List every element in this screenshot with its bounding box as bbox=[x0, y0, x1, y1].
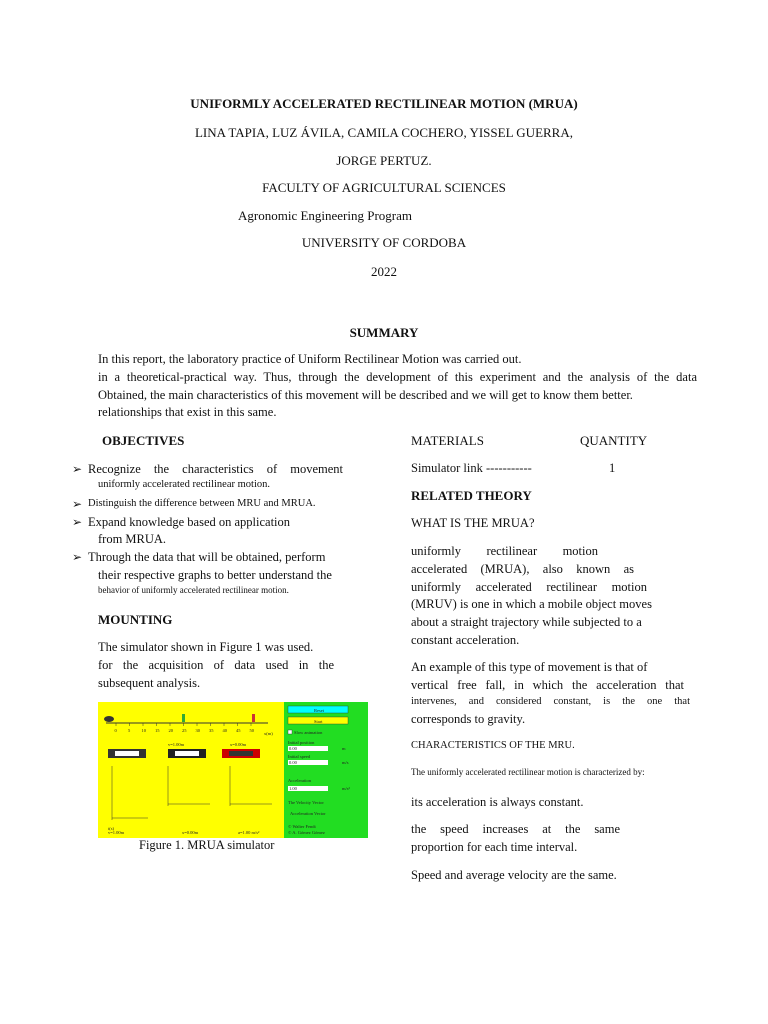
start-button-label: Start bbox=[314, 719, 323, 724]
characteristic-2-line-1: the speed increases at the same bbox=[411, 822, 620, 836]
mounting-line-1: The simulator shown in Figure 1 was used. bbox=[98, 640, 314, 654]
materials-item: Simulator link ----------- bbox=[411, 461, 532, 475]
bullet-arrow-icon: ➢ bbox=[72, 550, 83, 564]
panel-footer-2: © Walter Fendt bbox=[288, 824, 316, 829]
theory-p1-line-6: constant acceleration. bbox=[411, 633, 520, 647]
theory-p1-line-5: about a straight trajectory while subjected to a bbox=[411, 615, 642, 629]
related-theory-heading: RELATED THEORY bbox=[411, 488, 532, 503]
panel-value-2: 1.00 bbox=[289, 786, 297, 791]
faculty: FACULTY OF AGRICULTURAL SCIENCES bbox=[262, 180, 506, 195]
panel-row-0: Slow animation bbox=[294, 730, 323, 735]
materials-heading: MATERIALS bbox=[411, 433, 484, 448]
scale-tick-label: 0 bbox=[114, 728, 117, 733]
characteristics-heading: CHARACTERISTICS OF THE MRU. bbox=[411, 740, 575, 751]
scale-tick-label: 15 bbox=[155, 728, 160, 733]
panel-unit-1: m/s bbox=[342, 760, 349, 765]
mounting-line-2: for the acquisition of data used in the bbox=[98, 658, 334, 672]
objective-4-line-1: Through the data that will be obtained, perform bbox=[88, 550, 326, 564]
scale-tick-label: 40 bbox=[222, 728, 227, 733]
objectives-heading: OBJECTIVES bbox=[102, 433, 185, 448]
bullet-arrow-icon: ➢ bbox=[72, 497, 83, 511]
scale-tick-label: 25 bbox=[182, 728, 187, 733]
end-marker bbox=[252, 714, 255, 722]
panel-footer-3: © A. Gómez Gómez bbox=[288, 830, 325, 835]
graph-label-1: t(s) bbox=[108, 826, 114, 831]
panel-footer-1: Acceleration Vector bbox=[290, 811, 326, 816]
scale-tick-label: 30 bbox=[195, 728, 200, 733]
materials-quantity: 1 bbox=[609, 461, 616, 475]
authors-line-1: LINA TAPIA, LUZ ÁVILA, CAMILA COCHERO, YISSEL GUERRA, bbox=[194, 125, 573, 140]
readout-2: x=0.00m bbox=[230, 742, 247, 747]
theory-p1-line-2: accelerated (MRUA), also known as bbox=[411, 562, 634, 576]
panel-row-3: Acceleration bbox=[288, 778, 311, 783]
reset-button-label: Reset bbox=[314, 708, 324, 713]
summary-line-2: in a theoretical-practical way. Thus, through the development of this experiment and the analysis of the data bbox=[98, 370, 697, 384]
objective-2-line-1: Distinguish the difference between MRU and MRUA. bbox=[88, 498, 316, 509]
summary-heading: SUMMARY bbox=[349, 325, 419, 340]
theory-p1-line-1: uniformly rectilinear motion bbox=[411, 544, 598, 558]
characterized-by: The uniformly accelerated rectilinear motion is characterized by: bbox=[411, 767, 645, 777]
figure-caption: Figure 1. MRUA simulator bbox=[139, 838, 275, 852]
panel-row-1: Initial position bbox=[288, 740, 315, 745]
scale-tick-label: 20 bbox=[168, 728, 173, 733]
document-title: UNIFORMLY ACCELERATED RECTILINEAR MOTION (MRUA) bbox=[190, 96, 578, 111]
panel-value-1: 0.00 bbox=[289, 760, 297, 765]
theory-p2-line-1: An example of this type of movement is that of bbox=[411, 660, 648, 674]
mrua-simulator-figure bbox=[98, 702, 368, 838]
theory-p2-line-2: vertical free fall, in which the acceleration that bbox=[411, 678, 684, 692]
characteristic-1: its acceleration is always constant. bbox=[411, 795, 584, 809]
theory-p1-line-4: (MRUV) is one in which a mobile object moves bbox=[411, 597, 652, 611]
readout-2-bottom: x=0.00m bbox=[182, 830, 199, 835]
car-icon bbox=[104, 716, 114, 722]
bullet-arrow-icon: ➢ bbox=[72, 515, 83, 529]
start-marker bbox=[182, 714, 185, 722]
bullet-arrow-icon: ➢ bbox=[72, 462, 83, 476]
slow-animation-checkbox[interactable] bbox=[288, 730, 292, 734]
objective-1-line-1: Recognize the characteristics of movement bbox=[88, 462, 343, 476]
readout-3-bottom: a=1.00 m/s² bbox=[238, 830, 260, 835]
readout-1-bottom: v=1.00m bbox=[108, 830, 125, 835]
panel-unit-2: m/s² bbox=[342, 786, 350, 791]
objective-3-line-1: Expand knowledge based on application bbox=[88, 515, 291, 529]
objective-3-line-2: from MRUA. bbox=[98, 532, 167, 546]
theory-p2-line-4: corresponds to gravity. bbox=[411, 712, 526, 726]
program: Agronomic Engineering Program bbox=[238, 208, 413, 223]
what-is-mrua: WHAT IS THE MRUA? bbox=[411, 516, 535, 530]
theory-p1-line-3: uniformly accelerated rectilinear motion bbox=[411, 580, 647, 594]
authors-line-2: JORGE PERTUZ. bbox=[336, 153, 432, 168]
summary-line-4: relationships that exist in this same. bbox=[98, 405, 277, 419]
scale-unit: x(m) bbox=[264, 731, 273, 736]
panel-footer-0: The Velocity Vector bbox=[288, 800, 324, 805]
year: 2022 bbox=[371, 264, 397, 279]
objective-4-line-2: their respective graphs to better understand the bbox=[98, 568, 332, 582]
university: UNIVERSITY OF CORDOBA bbox=[301, 235, 467, 250]
panel-unit-0: m bbox=[342, 746, 346, 751]
scale-tick-label: 35 bbox=[209, 728, 214, 733]
panel-row-2: Initial speed bbox=[288, 754, 311, 759]
summary-line-3: Obtained, the main characteristics of this movement will be described and we will get to know them better. bbox=[98, 388, 633, 402]
mounting-line-3: subsequent analysis. bbox=[98, 676, 201, 690]
scale-tick-label: 45 bbox=[236, 728, 241, 733]
characteristic-3: Speed and average velocity are the same. bbox=[411, 868, 617, 882]
quantity-heading: QUANTITY bbox=[580, 433, 648, 448]
summary-line-1: In this report, the laboratory practice of Uniform Rectilinear Motion was carried out. bbox=[98, 352, 522, 366]
scale-tick-label: 50 bbox=[249, 728, 254, 733]
readout-1: v=1.00m bbox=[168, 742, 185, 747]
theory-p2-line-3: intervenes, and considered constant, is the one that bbox=[411, 696, 690, 707]
panel-value-0: 0.00 bbox=[289, 746, 297, 751]
scale-tick-label: 5 bbox=[128, 728, 131, 733]
objective-4-line-3: behavior of uniformly accelerated rectilinear motion. bbox=[98, 585, 289, 595]
mounting-heading: MOUNTING bbox=[98, 612, 173, 627]
scale-tick-label: 10 bbox=[141, 728, 146, 733]
characteristic-2-line-2: proportion for each time interval. bbox=[411, 840, 578, 854]
objective-1-line-2: uniformly accelerated rectilinear motion. bbox=[98, 479, 271, 490]
